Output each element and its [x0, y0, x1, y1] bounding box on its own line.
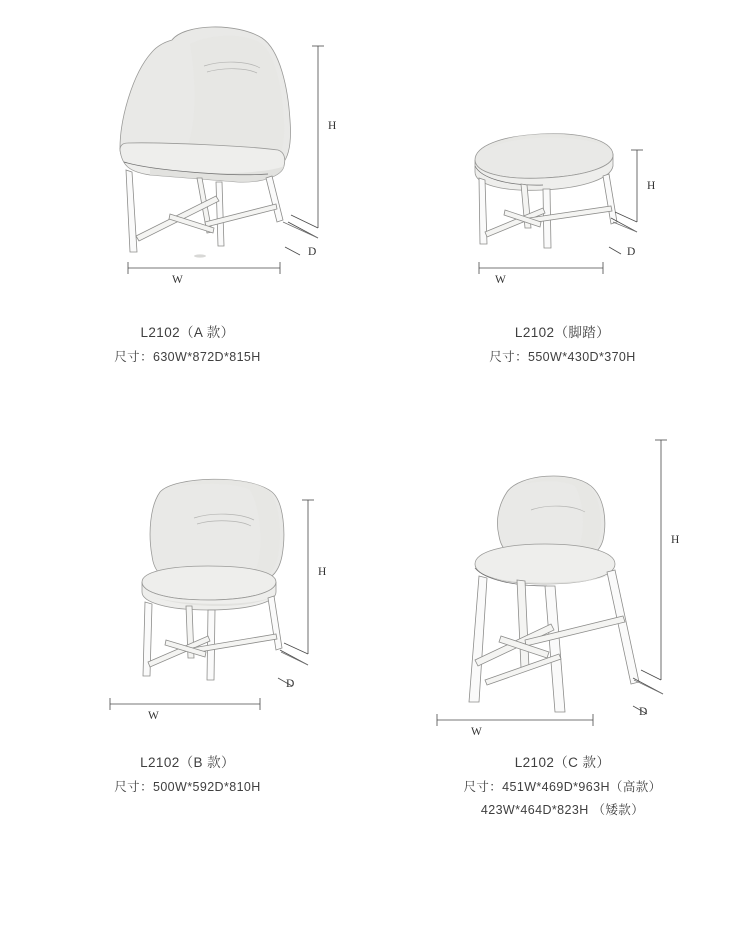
- figure-cell-a: [0, 0, 375, 369]
- figure-cell-c: [375, 430, 750, 823]
- dim-label-depth-footstool: D: [627, 246, 636, 258]
- figure-model-a: L2102（A 款）: [140, 325, 235, 340]
- footstool-drawing: [375, 0, 750, 320]
- lounge-chair-a-drawing: [0, 0, 375, 320]
- dim-label-width-a: W: [172, 274, 183, 286]
- figure-caption-c: [375, 750, 750, 823]
- figure-cell-b: [0, 430, 375, 799]
- dim-label-depth-a: D: [308, 246, 317, 258]
- dim-label-height-b: H: [318, 566, 327, 578]
- figure-dims-a: 尺寸：630W*872D*815H: [114, 349, 261, 364]
- figure-dims-b: 尺寸：500W*592D*810H: [114, 779, 261, 794]
- figure-image-b: [0, 430, 375, 750]
- figure-model-footstool: L2102（脚踏）: [514, 325, 611, 340]
- bar-stool-c-drawing: [375, 430, 750, 750]
- figure-dims-c: 尺寸：451W*469D*963H（高款）: [463, 779, 662, 794]
- figure-caption-a: [0, 320, 375, 369]
- dim-label-width-c: W: [471, 726, 482, 738]
- dim-label-width-b: W: [148, 710, 159, 722]
- dining-chair-b-drawing: [0, 430, 375, 750]
- dim-label-height-a: H: [328, 120, 337, 132]
- dim-label-depth-b: D: [286, 678, 295, 690]
- figure-image-c: [375, 430, 750, 750]
- figure-model-c: L2102（C 款）: [514, 755, 611, 770]
- figure-dims-footstool: 尺寸：550W*430D*370H: [489, 349, 636, 364]
- figure-caption-footstool: [375, 320, 750, 369]
- figure-cell-footstool: [375, 0, 750, 369]
- figure-model-b: L2102（B 款）: [140, 755, 235, 770]
- dim-label-width-footstool: W: [495, 274, 506, 286]
- dim-label-height-footstool: H: [647, 180, 656, 192]
- figure-image-a: [0, 0, 375, 320]
- dim-label-height-c: H: [671, 534, 680, 546]
- figure-image-footstool: [375, 0, 750, 320]
- figure-dims-c-2: 423W*464D*823H （矮款）: [480, 803, 645, 818]
- figure-caption-b: [0, 750, 375, 799]
- dim-label-depth-c: D: [639, 706, 648, 718]
